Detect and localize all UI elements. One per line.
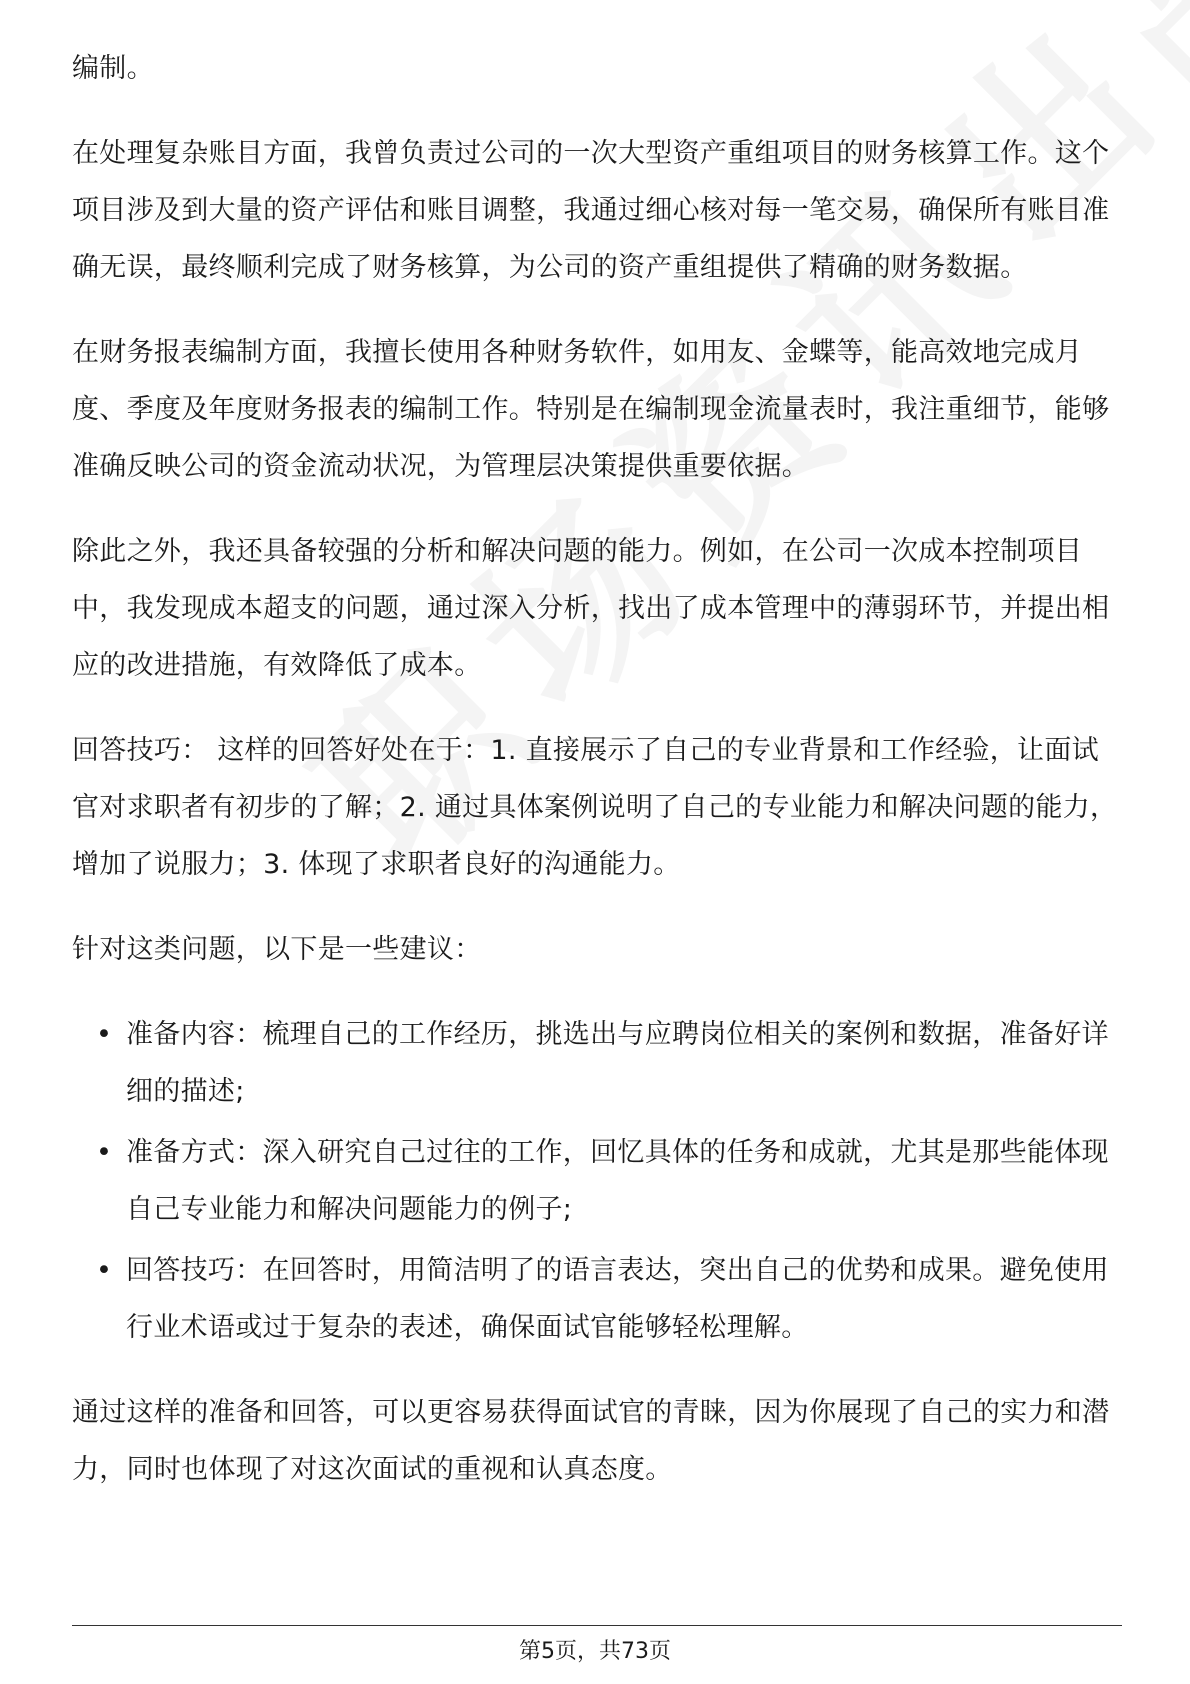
paragraph-complex-accounts: 在处理复杂账目方面，我曾负责过公司的一次大型资产重组项目的财务核算工作。这个项目涉及到大量的资产评估和账目调整，我通过细心核对每一笔交易，确保所有账目准确无误，最终顺利完成了财务核算，为公司的资产重组提供了精确的财务数据。 xyxy=(72,138,1110,283)
list-item-text: 回答技巧：在回答时，用简洁明了的语言表达，突出自己的优势和成果。避免使用行业术语或过于复杂的表述，确保面试官能够轻松理解。 xyxy=(126,1255,1109,1343)
list-item xyxy=(72,1124,1122,1238)
list-item-text: 准备内容：梳理自己的工作经历，挑选出与应聘岗位相关的案例和数据，准备好详细的描述; xyxy=(126,1019,1109,1107)
page-content xyxy=(72,40,1122,1526)
suggestion-list xyxy=(72,1006,1122,1356)
paragraph-continuation: 编制。 xyxy=(72,53,154,84)
paragraph-closing: 通过这样的准备和回答，可以更容易获得面试官的青睐，因为你展现了自己的实力和潜力，同时也体现了对这次面试的重视和认真态度。 xyxy=(72,1397,1110,1485)
bullet-icon: • xyxy=(96,1137,113,1168)
bullet-icon: • xyxy=(96,1255,113,1286)
paragraph-problem-solving: 除此之外，我还具备较强的分析和解决问题的能力。例如，在公司一次成本控制项目中，我发现成本超支的问题，通过深入分析，找出了成本管理中的薄弱环节，并提出相应的改进措施，有效降低了成本。 xyxy=(72,536,1110,681)
paragraph-financial-reports: 在财务报表编制方面，我擅长使用各种财务软件，如用友、金蝶等，能高效地完成月度、季度及年度财务报表的编制工作。特别是在编制现金流量表时，我注重细节，能够准确反映公司的资金流动状况，为管理层决策提供重要依据。 xyxy=(72,337,1110,482)
list-item-text: 准备方式：深入研究自己过往的工作，回忆具体的任务和成就，尤其是那些能体现自己专业能力和解决问题能力的例子; xyxy=(126,1137,1109,1225)
footer-divider xyxy=(72,1625,1122,1626)
paragraph-suggestions-intro: 针对这类问题，以下是一些建议： xyxy=(72,934,482,965)
list-item xyxy=(72,1006,1122,1120)
page-number: 第5页，共73页 xyxy=(519,1639,671,1664)
list-item xyxy=(72,1242,1122,1356)
paragraph-answer-tips: 回答技巧： 这样的回答好处在于：1. 直接展示了自己的专业背景和工作经验，让面试官对求职者有初步的了解；2. 通过具体案例说明了自己的专业能力和解决问题的能力，增加了说服力；3. 体现了求职者良好的沟通能力。 xyxy=(72,735,1118,880)
bullet-icon: • xyxy=(96,1019,113,1050)
